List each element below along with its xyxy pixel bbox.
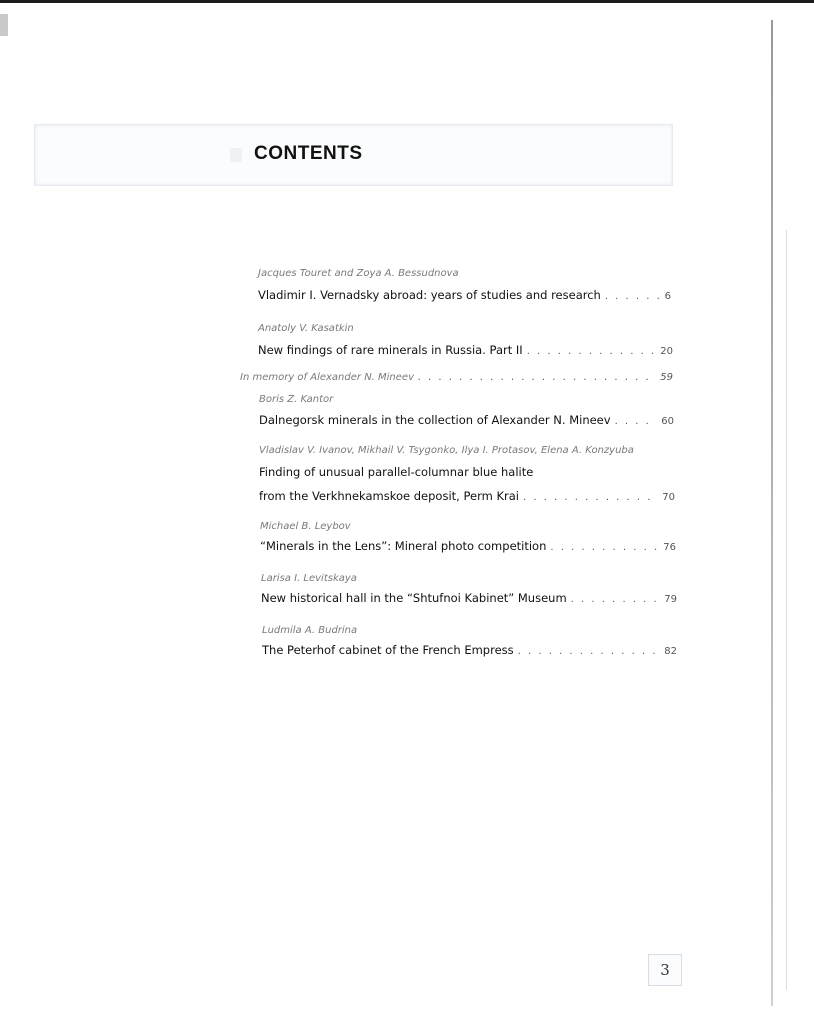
toc-entry[interactable] xyxy=(258,288,671,302)
toc-author: Anatoly V. Kasatkin xyxy=(258,323,354,334)
toc-entry[interactable] xyxy=(259,489,675,503)
toc-leader-dots xyxy=(418,372,656,383)
toc-entry[interactable] xyxy=(262,643,677,657)
toc-author: Michael B. Leybov xyxy=(260,521,351,532)
toc-entry[interactable] xyxy=(259,413,674,427)
toc-entry-title: In memory of Alexander N. Mineev xyxy=(240,372,414,383)
toc-entry-title-line1: Finding of unusual parallel-columnar blue halite xyxy=(259,465,534,479)
toc-entry-page: 82 xyxy=(664,646,677,657)
toc-author: Jacques Touret and Zoya A. Bessudnova xyxy=(258,268,459,279)
toc-leader-dots xyxy=(571,594,661,605)
toc-entry-page: 59 xyxy=(660,372,673,383)
toc-entry[interactable] xyxy=(260,539,676,553)
toc-leader-dots xyxy=(527,346,657,357)
toc-author: Boris Z. Kantor xyxy=(259,394,334,405)
toc-leader-dots xyxy=(518,646,661,657)
toc-entry-title: The Peterhof cabinet of the French Empress xyxy=(262,643,514,657)
toc-entry-page: 79 xyxy=(664,594,677,605)
toc-entry-memorial[interactable] xyxy=(240,372,673,383)
toc-entry-page: 6 xyxy=(664,291,671,302)
toc-entry-page: 76 xyxy=(663,542,676,553)
toc-author: Larisa I. Levitskaya xyxy=(261,573,357,584)
toc-leader-dots xyxy=(605,291,661,302)
toc-entry-title: Dalnegorsk minerals in the collection of Alexander N. Mineev xyxy=(259,413,611,427)
toc-entry-page: 20 xyxy=(660,346,673,357)
toc-entry-page: 70 xyxy=(662,492,675,503)
toc-leader-dots xyxy=(523,492,658,503)
toc-leader-dots xyxy=(615,416,658,427)
toc-author: Ludmila A. Budrina xyxy=(262,625,358,636)
toc-entry[interactable] xyxy=(258,343,673,357)
toc-entry-title: New historical hall in the “Shtufnoi Kabinet” Museum xyxy=(261,591,567,605)
toc-entry-title: from the Verkhnekamskoe deposit, Perm Krai xyxy=(259,489,519,503)
toc-entry-page: 60 xyxy=(661,416,674,427)
page-number: 3 xyxy=(648,954,682,986)
toc-entry-title: Vladimir I. Vernadsky abroad: years of studies and research xyxy=(258,288,601,302)
toc-entry[interactable] xyxy=(261,591,677,605)
toc-entry-title: New findings of rare minerals in Russia. Part II xyxy=(258,343,523,357)
toc-author: Vladislav V. Ivanov, Mikhail V. Tsygonko, Ilya I. Protasov, Elena A. Konzyuba xyxy=(259,445,634,456)
page-title: CONTENTS xyxy=(254,143,363,164)
toc-entry-title: “Minerals in the Lens”: Mineral photo competition xyxy=(260,539,547,553)
toc-leader-dots xyxy=(550,542,659,553)
